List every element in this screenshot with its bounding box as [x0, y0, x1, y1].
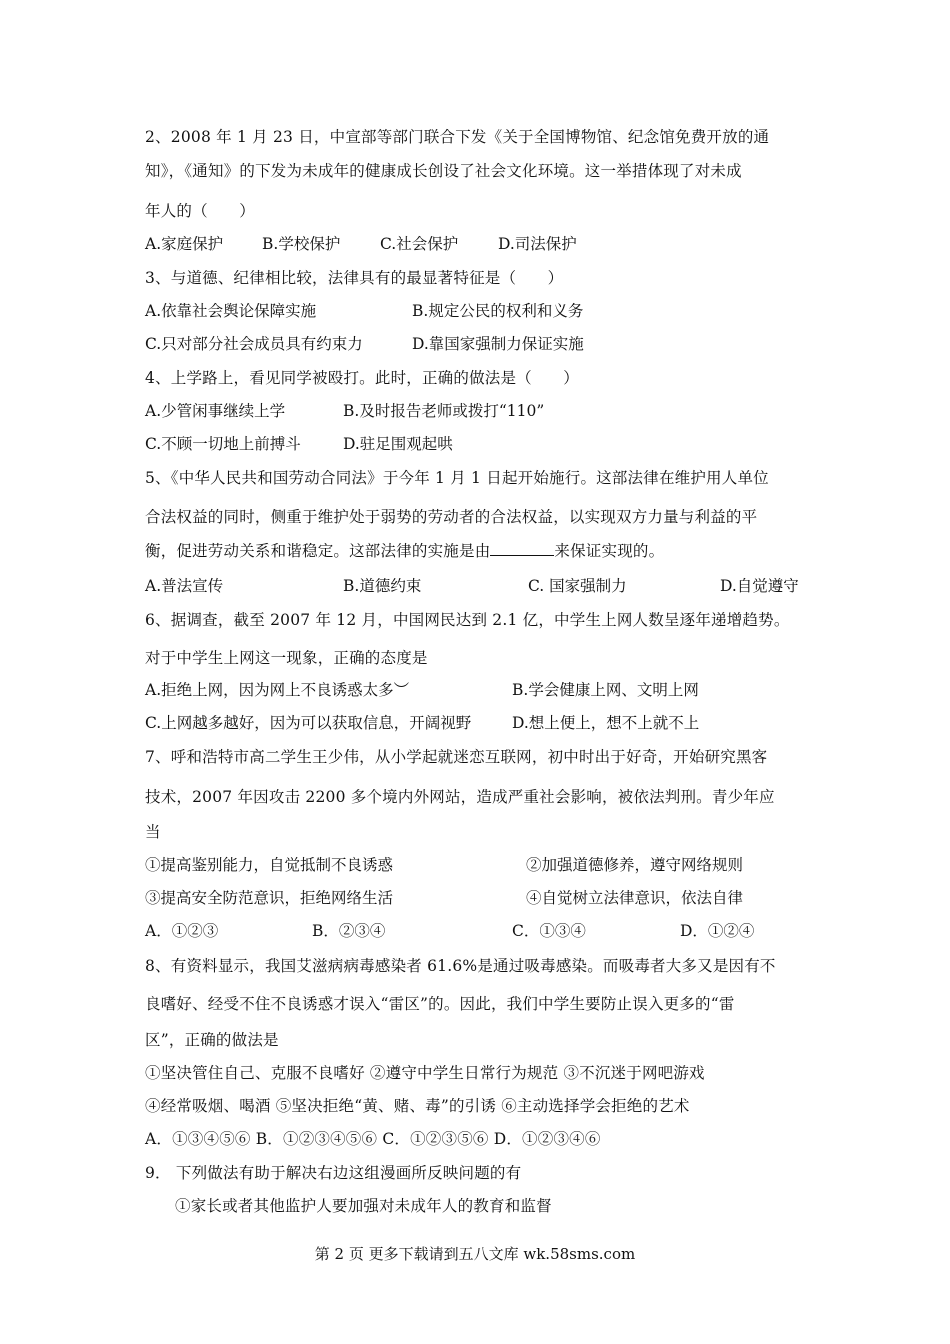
- q7-line-2: 技术，2007 年因攻击 2200 多个境内外网站，造成严重社会影响，被依法判刑。青少年应: [145, 788, 775, 806]
- q5-option-d: D.自觉遵守: [720, 577, 799, 595]
- q5-option-b: B.道德约束: [343, 577, 422, 595]
- q5-line-3-end: 来保证实现的。: [554, 542, 665, 560]
- q5-answer-blank: [490, 541, 554, 556]
- q7-item-3: ③提高安全防范意识，拒绝网络生活: [145, 889, 394, 907]
- q8-items-line-2: ④经常吸烟、喝酒 ⑤坚决拒绝“黄、赌、毒”的引诱 ⑥主动选择学会拒绝的艺术: [145, 1097, 690, 1115]
- q9-line-1: 9． 下列做法有助于解决右边这组漫画所反映问题的有: [145, 1164, 522, 1182]
- q4-option-d: D.驻足围观起哄: [343, 435, 453, 453]
- q4-line-1: 4、上学路上，看见同学被殴打。此时，正确的做法是（ ）: [145, 369, 579, 387]
- q8-items-line-1: ①坚决管住自己、克服不良嗜好 ②遵守中学生日常行为规范 ③不沉迷于网吧游戏: [145, 1064, 705, 1082]
- q8-options: A．①③④⑤⑥ B．①②③④⑤⑥ C．①②③⑤⑥ D．①②③④⑥: [145, 1130, 601, 1148]
- q5-line-1: 5、《中华人民共和国劳动合同法》于今年 1 月 1 日起开始施行。这部法律在维护用人单位: [145, 469, 769, 487]
- q7-item-2: ②加强道德修养，遵守网络规则: [526, 856, 744, 874]
- q4-option-a: A.少管闲事继续上学: [145, 402, 286, 420]
- q6-option-a: A.拒绝上网，因为网上不良诱惑太多︶: [145, 681, 410, 699]
- q6-line-2: 对于中学生上网这一现象，正确的态度是: [145, 649, 428, 667]
- q2-option-d: D.司法保护: [498, 235, 577, 253]
- q6-option-b: B.学会健康上网、文明上网: [512, 681, 699, 699]
- q7-line-3: 当: [145, 823, 161, 841]
- q6-line-1: 6、据调查，截至 2007 年 12 月，中国网民达到 2.1 亿，中学生上网人数呈逐年递增趋势。: [145, 611, 790, 629]
- q5-line-3: [145, 541, 664, 561]
- q2-line-3: 年人的（ ）: [145, 202, 255, 220]
- q5-line-2: 合法权益的同时，侧重于维护处于弱势的劳动者的合法权益，以实现双方力量与利益的平: [145, 508, 758, 526]
- q7-option-d: D．①②④: [680, 922, 755, 940]
- q2-option-c: C.社会保护: [380, 235, 459, 253]
- q3-option-d: D.靠国家强制力保证实施: [412, 335, 584, 353]
- q7-option-b: B．②③④: [312, 922, 386, 940]
- q3-option-b: B.规定公民的权利和义务: [412, 302, 584, 320]
- q5-line-3-start: 衡，促进劳动关系和谐稳定。这部法律的实施是由: [145, 542, 491, 560]
- q3-option-a: A.依靠社会舆论保障实施: [145, 302, 317, 320]
- q2-option-b: B.学校保护: [262, 235, 341, 253]
- q8-line-1: 8、有资料显示，我国艾滋病病毒感染者 61.6%是通过吸毒感染。而吸毒者大多又是因有不: [145, 957, 776, 975]
- page-footer: 第 2 页 更多下载请到五八文库 wk.58sms.com: [314, 1245, 636, 1263]
- q3-line-1: 3、与道德、纪律相比较，法律具有的最显著特征是（ ）: [145, 269, 564, 287]
- q7-item-4: ④自觉树立法律意识，依法自律: [526, 889, 744, 907]
- q7-item-1: ①提高鉴别能力，自觉抵制不良诱惑: [145, 856, 394, 874]
- q5-option-a: A.普法宣传: [145, 577, 224, 595]
- q7-line-1: 7、呼和浩特市高二学生王少伟，从小学起就迷恋互联网，初中时出于好奇，开始研究黑客: [145, 748, 768, 766]
- q6-option-d: D.想上便上，想不上就不上: [512, 714, 700, 732]
- q7-option-c: C．①③④: [512, 922, 586, 940]
- q5-option-c: C. 国家强制力: [528, 577, 627, 595]
- q2-option-a: A.家庭保护: [145, 235, 224, 253]
- q4-option-c: C.不顾一切地上前搏斗: [145, 435, 301, 453]
- q3-option-c: C.只对部分社会成员具有约束力: [145, 335, 363, 353]
- q8-line-3: 区”，正确的做法是: [145, 1031, 279, 1049]
- q9-item-1: ①家长或者其他监护人要加强对未成年人的教育和监督: [175, 1197, 552, 1215]
- q6-option-c: C.上网越多越好，因为可以获取信息，开阔视野: [145, 714, 472, 732]
- q2-line-1: 2、2008 年 1 月 23 日，中宣部等部门联合下发《关于全国博物馆、纪念馆免费开放的通: [145, 128, 770, 146]
- q4-option-b: B.及时报告老师或拨打“110”: [343, 402, 545, 420]
- q2-line-2: 知》，《通知》的下发为未成年的健康成长创设了社会文化环境。这一举措体现了对未成: [145, 162, 742, 180]
- q8-line-2: 良嗜好、经受不住不良诱惑才误入“雷区”的。因此，我们中学生要防止误入更多的“雷: [145, 995, 735, 1013]
- q7-option-a: A．①②③: [145, 922, 219, 940]
